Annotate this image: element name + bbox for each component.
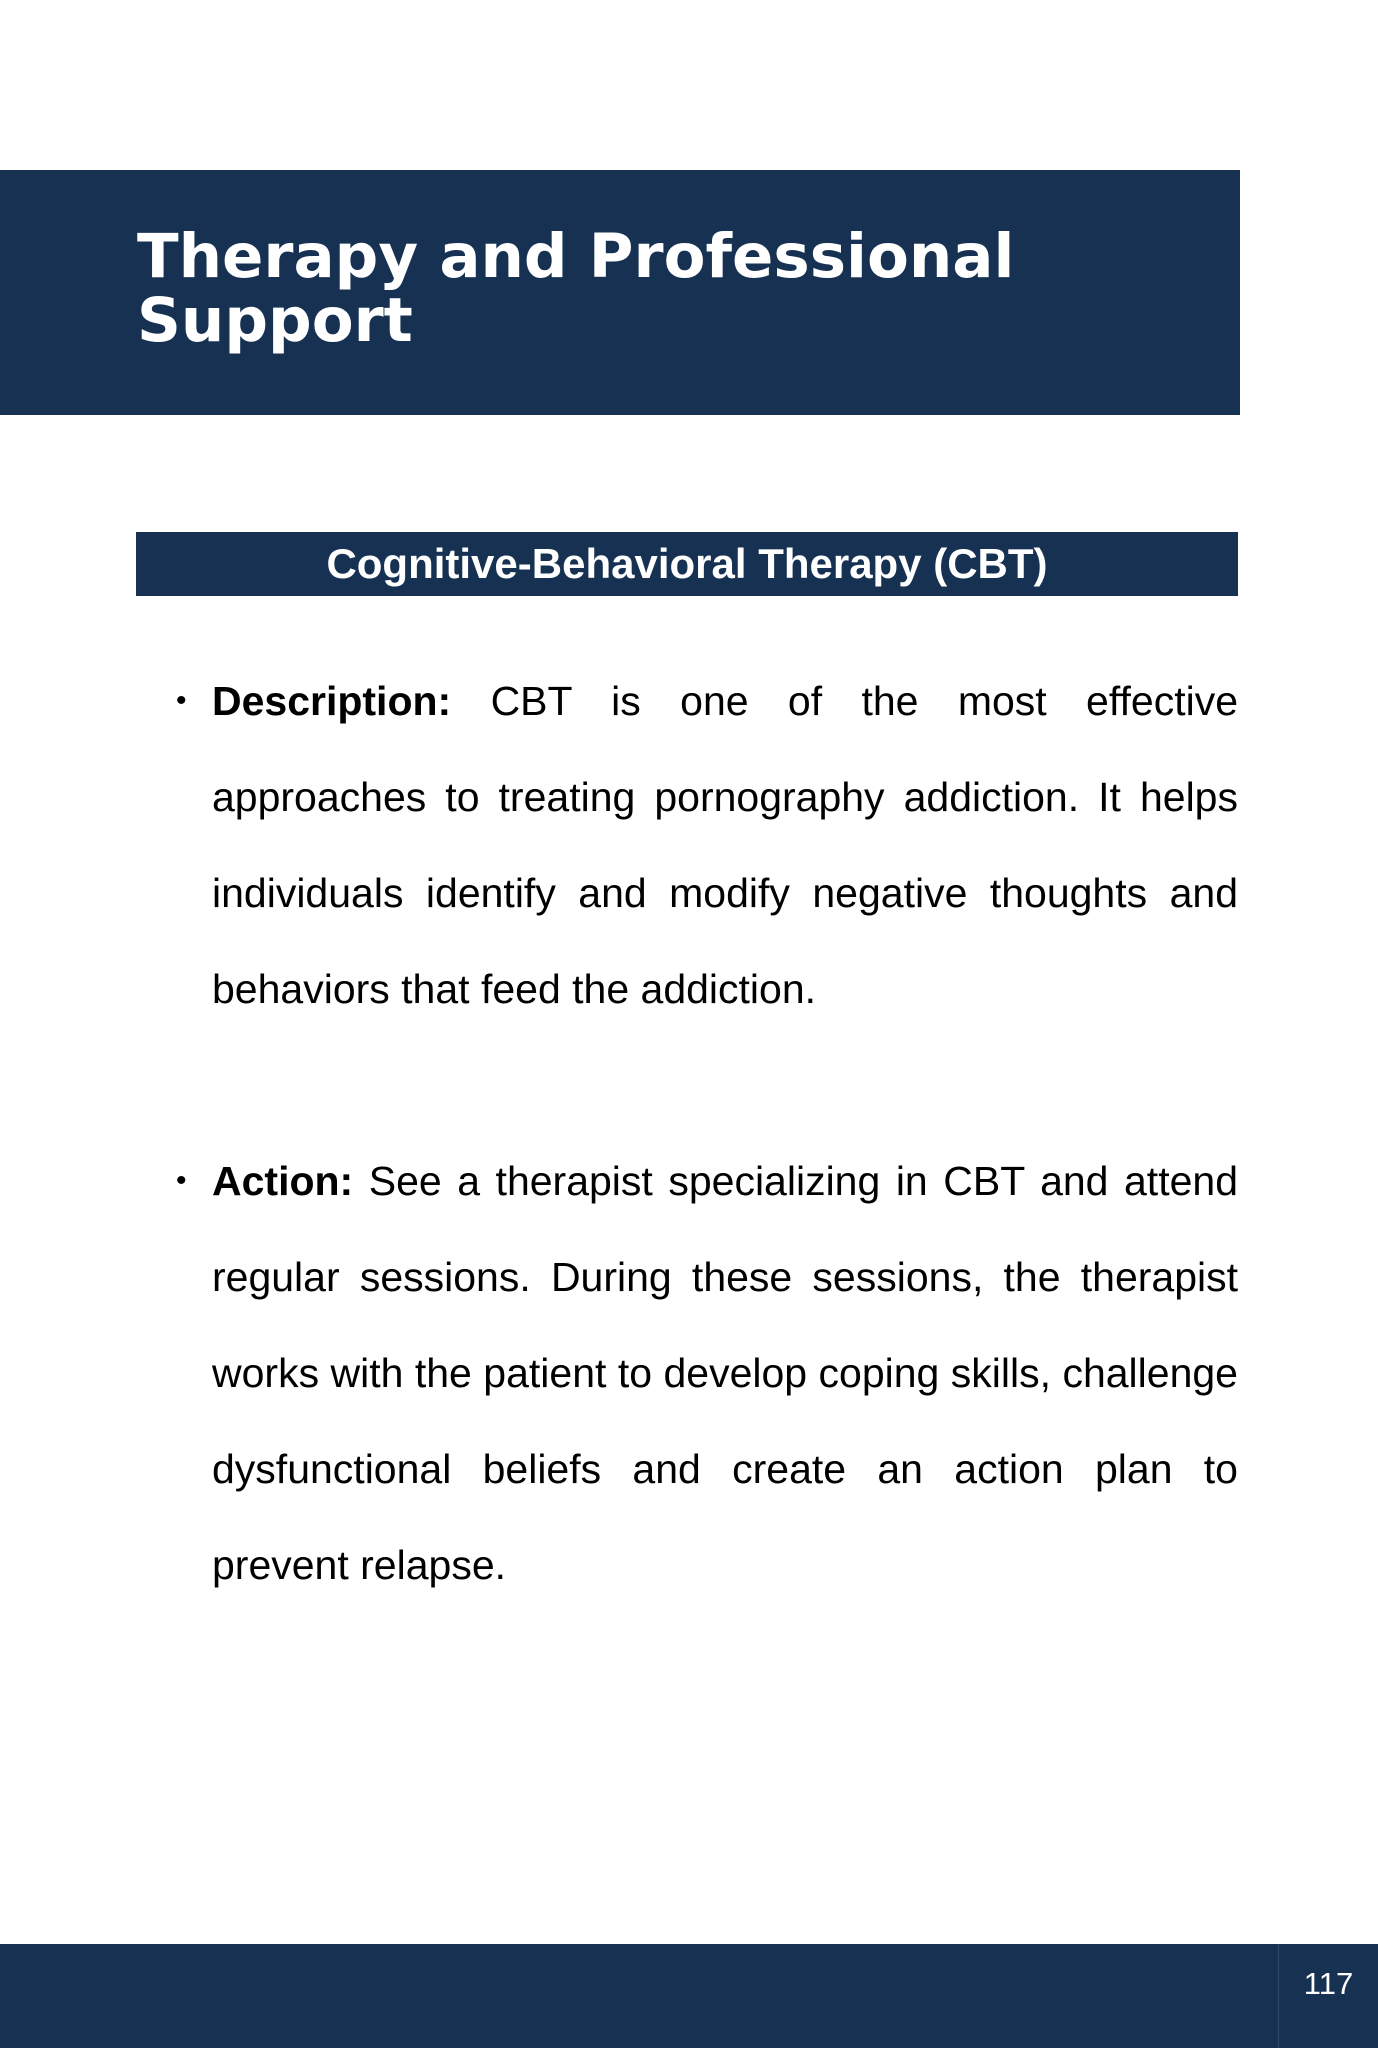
bullet-label: Description:	[212, 678, 452, 724]
page-number: 117	[1303, 1966, 1354, 2001]
bullet-item-description	[176, 653, 1238, 1037]
section-heading-bar	[136, 532, 1238, 596]
footer-band	[0, 1944, 1378, 2048]
bullet-text: See a therapist specializing in CBT and attend regular sessions. During these sessions, the therapist works with the patient to develop coping skills, challenge dysfunctional beliefs and create an action plan to prevent relapse.	[212, 1158, 1238, 1588]
bullet-list	[176, 653, 1238, 1709]
bullet-item-action	[176, 1133, 1238, 1613]
bullet-marker: •	[176, 1164, 187, 1197]
bullet-marker: •	[176, 684, 187, 717]
page-number-box	[1278, 1944, 1378, 2048]
page-title: Therapy and Professional Support	[137, 221, 1015, 356]
section-title: Cognitive-Behavioral Therapy (CBT)	[326, 540, 1048, 587]
bullet-label: Action:	[212, 1158, 354, 1204]
bullet-text: CBT is one of the most effective approaches to treating pornography addiction. It helps individuals identify and modify negative thoughts and behaviors that feed the addiction.	[212, 678, 1238, 1012]
